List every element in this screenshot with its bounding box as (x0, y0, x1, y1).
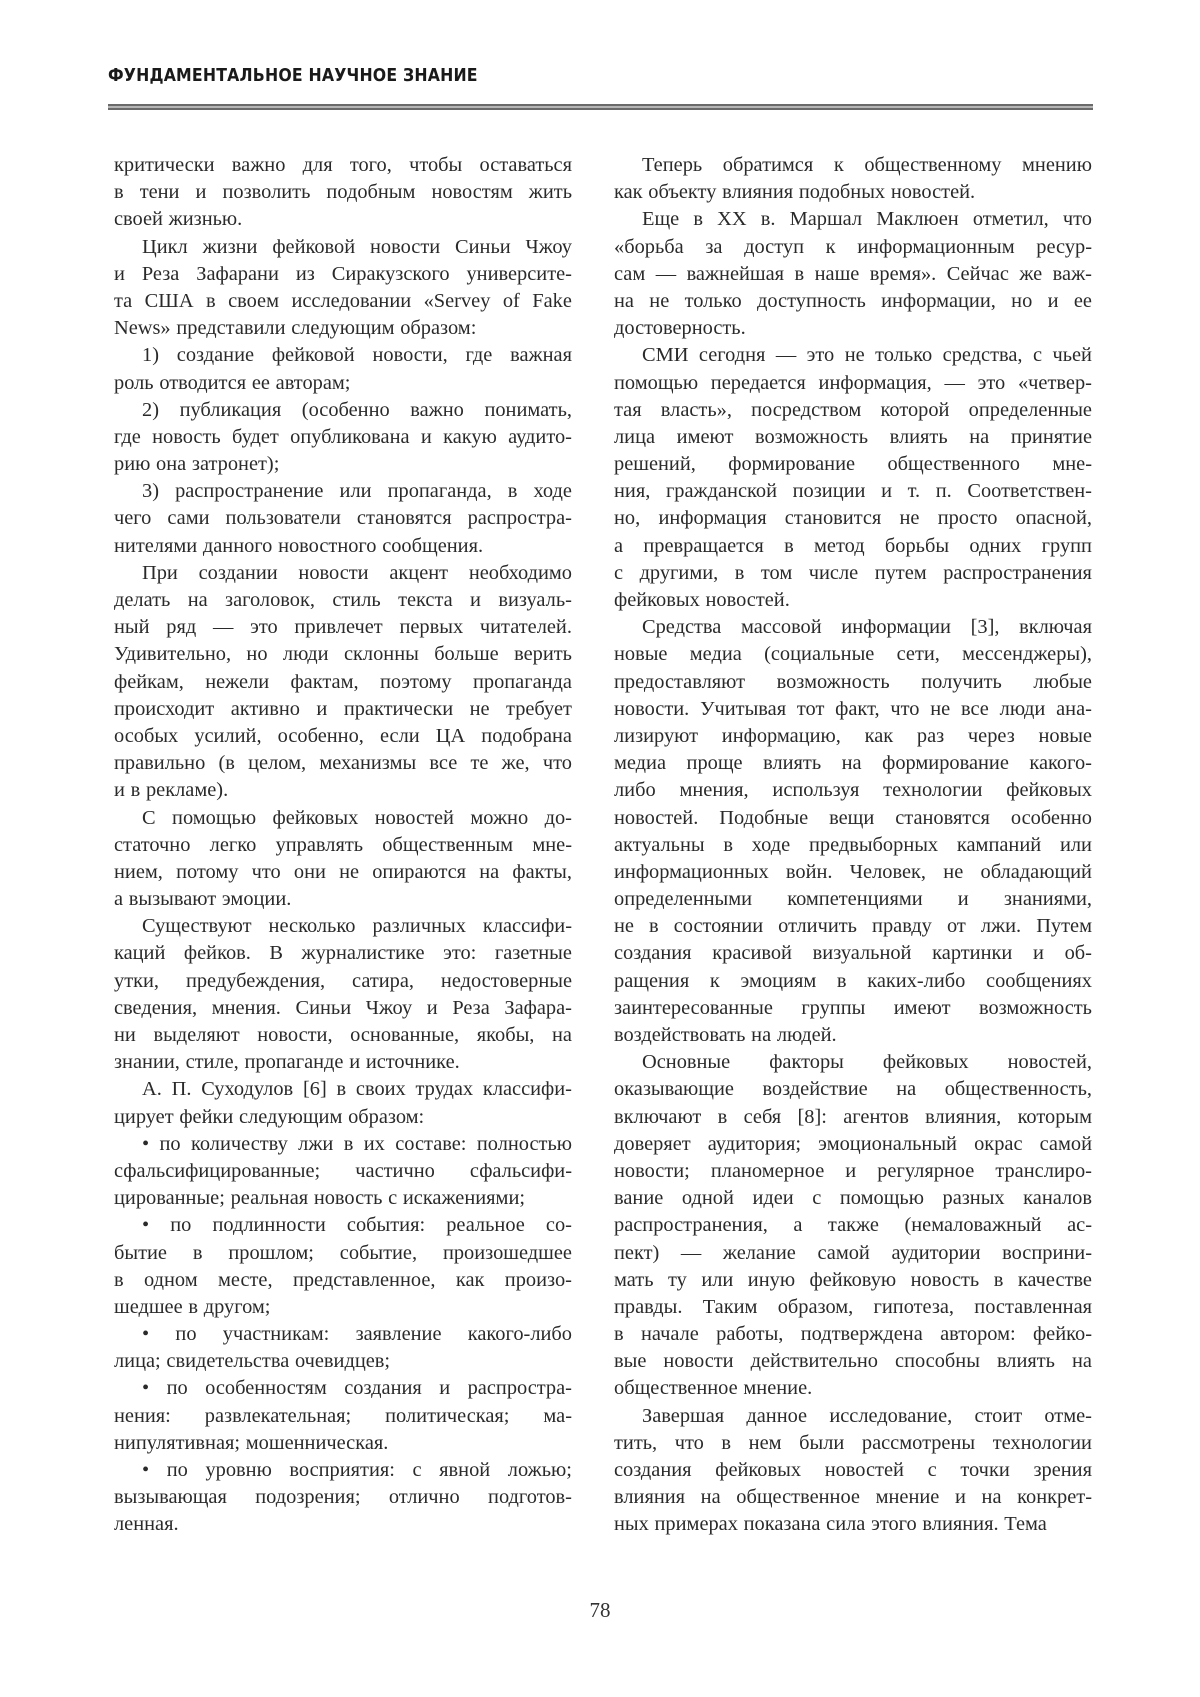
text-line: ни выделяют новости, основанные, якобы, на (114, 1024, 572, 1046)
text-line: создания красивой визуальной картинки и об- (614, 942, 1092, 965)
text-line: медиа проще влиять на формирование какого- (614, 752, 1092, 775)
text-line: доверяет аудитория; эмоциональный окрас самой (614, 1132, 1092, 1155)
text-line: ращения к эмоциям в каких-либо сообщениях (614, 969, 1092, 992)
paragraph (114, 805, 572, 914)
text-line: включают в себя [8]: агентов влияния, которым (614, 1105, 1092, 1128)
paragraph (114, 478, 572, 560)
text-line: сведения, мнения. Синьи Чжоу и Реза Зафара- (114, 996, 572, 1019)
text-line: • по подлинности события: реальное со- (142, 1214, 572, 1237)
text-line: • по уровню восприятия: с явной ложью; (142, 1459, 572, 1481)
text-line: • по участникам: заявление какого-либо (142, 1323, 572, 1346)
right-column (614, 152, 1092, 1539)
text-line: ный ряд — это привлечет первых читателей. (114, 616, 572, 639)
text-line: цированные; реальная новость с искажениями; (114, 1187, 526, 1210)
paragraph (114, 560, 572, 805)
text-line: критически важно для того, чтобы оставаться (114, 154, 572, 176)
text-line: нителями данного новостного сообщения. (114, 534, 484, 557)
text-line: та США в своем исследовании «Servey of Fake (114, 289, 572, 312)
text-line: вание одной идеи с помощью разных каналов (614, 1187, 1092, 1210)
text-line: общественное мнение. (614, 1377, 813, 1400)
bullet-item (114, 1375, 572, 1457)
text-line: Основные факторы фейковых новостей, (642, 1051, 1092, 1074)
text-line: помощью передается информация, — это «четвер- (614, 371, 1092, 394)
text-line: Завершая данное исследование, стоит отме- (642, 1404, 1092, 1427)
text-line: Удивительно, но люди склонны больше верить (114, 643, 572, 666)
text-line: в одном месте, представленное, как произо- (114, 1268, 572, 1291)
text-line: утки, предубеждения, сатира, недостоверные (114, 969, 572, 992)
text-line: Существуют несколько различных классифи- (142, 915, 572, 938)
text-line: делать на заголовок, стиль текста и визуаль- (114, 589, 572, 611)
paragraph (614, 1049, 1092, 1402)
bullet-item (114, 1457, 572, 1539)
bullet-item (114, 1131, 572, 1213)
text-line: 3) распространение или пропаганда, в ходе (142, 480, 572, 503)
paragraph (614, 342, 1092, 614)
text-line: в тени и позволить подобным новостям жить (114, 181, 572, 204)
text-line: цирует фейки следующим образом: (114, 1105, 425, 1128)
text-line: определенными компетенциями и знаниями, (614, 888, 1092, 911)
paragraph (614, 206, 1092, 342)
text-line: «борьба за доступ к информационным ресур- (614, 235, 1092, 258)
text-line: фейковых новостей. (614, 589, 790, 611)
text-line: Средства массовой информации [3], включая (642, 616, 1092, 639)
text-line: тая власть», посредством которой определенные (614, 398, 1092, 421)
text-line: бытие в прошлом; событие, произошедшее (114, 1241, 572, 1264)
text-line: правильно (в целом, механизмы все те же, что (114, 752, 572, 775)
text-line: не в состоянии отличить правду от лжи. Путем (614, 915, 1092, 938)
text-line: где новость будет опубликована и какую аудито- (114, 425, 572, 448)
paragraph (114, 1076, 572, 1130)
paragraph (614, 1403, 1092, 1539)
text-line: статочно легко управлять общественным мне- (114, 833, 572, 856)
text-line: каций фейков. В журналистике это: газетные (114, 942, 572, 965)
text-line: влияния на общественное мнение и на конкрет- (614, 1486, 1092, 1509)
text-line: распространения, а также (немаловажный ас- (614, 1214, 1092, 1237)
text-line: Теперь обратимся к общественному мнению (642, 154, 1092, 176)
paragraph (114, 913, 572, 1076)
text-line: нием, потому что они не опираются на факты, (114, 860, 572, 883)
text-line: чего сами пользователи становятся распростра- (114, 507, 572, 530)
text-line: особых усилий, особенно, если ЦА подобрана (114, 724, 572, 747)
text-line: предоставляют возможность получить любые (614, 670, 1092, 693)
text-line: нения: развлекательная; политическая; ма- (114, 1404, 572, 1427)
text-line: заинтересованные группы имеют возможность (614, 996, 1092, 1019)
text-line: а вызывают эмоции. (114, 888, 292, 911)
text-line: актуальны в ходе предвыборных кампаний или (614, 833, 1092, 856)
text-line: Еще в XX в. Маршал Маклюен отметил, что (642, 208, 1092, 231)
text-line: фейкам, нежели фактам, поэтому пропаганда (114, 670, 572, 693)
text-line: новые медиа (социальные сети, мессенджеры), (614, 643, 1092, 666)
text-line: News» представили следующим образом: (114, 317, 477, 340)
text-line: но, информация становится не просто опасной, (614, 507, 1092, 530)
text-line: и в рекламе). (114, 779, 229, 802)
text-line: А. П. Суходулов [6] в своих трудах классифи- (142, 1078, 572, 1101)
text-line: достоверность. (614, 317, 746, 340)
text-line: При создании новости акцент необходимо (142, 561, 572, 584)
header-rule (108, 104, 1093, 110)
text-line: с другими, в том числе путем распространения (614, 561, 1092, 584)
running-head-title: ФУНДАМЕНТАЛЬНОЕ НАУЧНОЕ ЗНАНИЕ (108, 66, 478, 86)
text-line: правды. Таким образом, гипотеза, поставленная (614, 1295, 1092, 1318)
text-line: новости; планомерное и регулярное транслиро- (614, 1159, 1092, 1182)
text-line: мать ту или иную фейковую новость в качестве (614, 1268, 1092, 1291)
text-line: новостей. Подобные вещи становятся особенно (614, 806, 1092, 829)
text-line: происходит активно и практически не требует (114, 697, 572, 720)
text-line: своей жизнью. (114, 208, 243, 231)
text-line: новости. Учитывая тот факт, что не все люди ана- (614, 697, 1092, 720)
text-line: лизируют информацию, как раз через новые (614, 724, 1092, 747)
text-line: создания фейковых новостей с точки зрения (614, 1459, 1092, 1481)
text-line: нипулятивная; мошенническая. (114, 1431, 389, 1454)
text-line: решений, формирование общественного мне- (614, 453, 1092, 476)
text-line: в начале работы, подтверждена автором: фейко- (614, 1323, 1092, 1346)
text-line: как объекту влияния подобных новостей. (614, 181, 976, 204)
text-line: и Реза Зафарани из Сиракузского университе- (114, 262, 572, 285)
paragraph (114, 342, 572, 396)
text-line: шедшее в другом; (114, 1295, 271, 1318)
text-line: лица; свидетельства очевидцев; (114, 1350, 391, 1373)
text-line: на не только доступность информации, но и ее (614, 289, 1092, 312)
text-line: вые новости действительно способны влиять на (614, 1350, 1092, 1373)
text-line: рию она затронет); (114, 453, 280, 476)
paragraph (114, 234, 572, 343)
paragraph (614, 152, 1092, 206)
paragraph (614, 614, 1092, 1049)
text-line: роль отводится ее авторам; (114, 371, 351, 394)
text-line: воздействовать на людей. (614, 1024, 837, 1046)
text-line: 2) публикация (особенно важно понимать, (142, 398, 572, 421)
text-line: ленная. (114, 1513, 179, 1536)
text-line: сам — важнейшая в наше время». Сейчас же важ- (614, 262, 1092, 285)
text-line: С помощью фейковых новостей можно до- (142, 806, 572, 829)
text-line: 1) создание фейковой новости, где важная (142, 344, 572, 367)
text-line: вызывающая подозрения; отлично подготов- (114, 1486, 572, 1509)
text-line: ных примерах показана сила этого влияния. Тема (614, 1513, 1047, 1536)
paragraph (114, 152, 572, 234)
text-line: пект) — желание самой аудитории восприни- (614, 1241, 1092, 1264)
text-line: либо мнения, используя технологии фейковых (614, 779, 1092, 802)
text-line: знании, стиле, пропаганде и источнике. (114, 1051, 460, 1074)
bullet-item (114, 1321, 572, 1375)
left-column (114, 152, 572, 1539)
text-line: информационных войн. Человек, не обладающий (614, 860, 1092, 883)
text-line: сфальсифицированные; частично сфальсифи- (114, 1159, 572, 1182)
text-line: Цикл жизни фейковой новости Синьи Чжоу (142, 235, 572, 258)
text-line: ния, гражданской позиции и т. п. Соответствен- (614, 480, 1092, 503)
text-line: а превращается в метод борьбы одних групп (614, 534, 1092, 557)
text-line: оказывающие воздействие на общественность, (614, 1078, 1092, 1101)
page-number: 78 (589, 1598, 611, 1622)
text-line: • по особенностям создания и распростра- (142, 1377, 572, 1400)
text-line: СМИ сегодня — это не только средства, с чьей (642, 344, 1092, 367)
text-line: тить, что в нем были рассмотрены технологии (614, 1431, 1092, 1454)
text-line: лица имеют возможность влиять на принятие (614, 425, 1092, 448)
bullet-item (114, 1212, 572, 1321)
paragraph (114, 397, 572, 479)
text-line: • по количеству лжи в их составе: полностью (142, 1132, 572, 1155)
